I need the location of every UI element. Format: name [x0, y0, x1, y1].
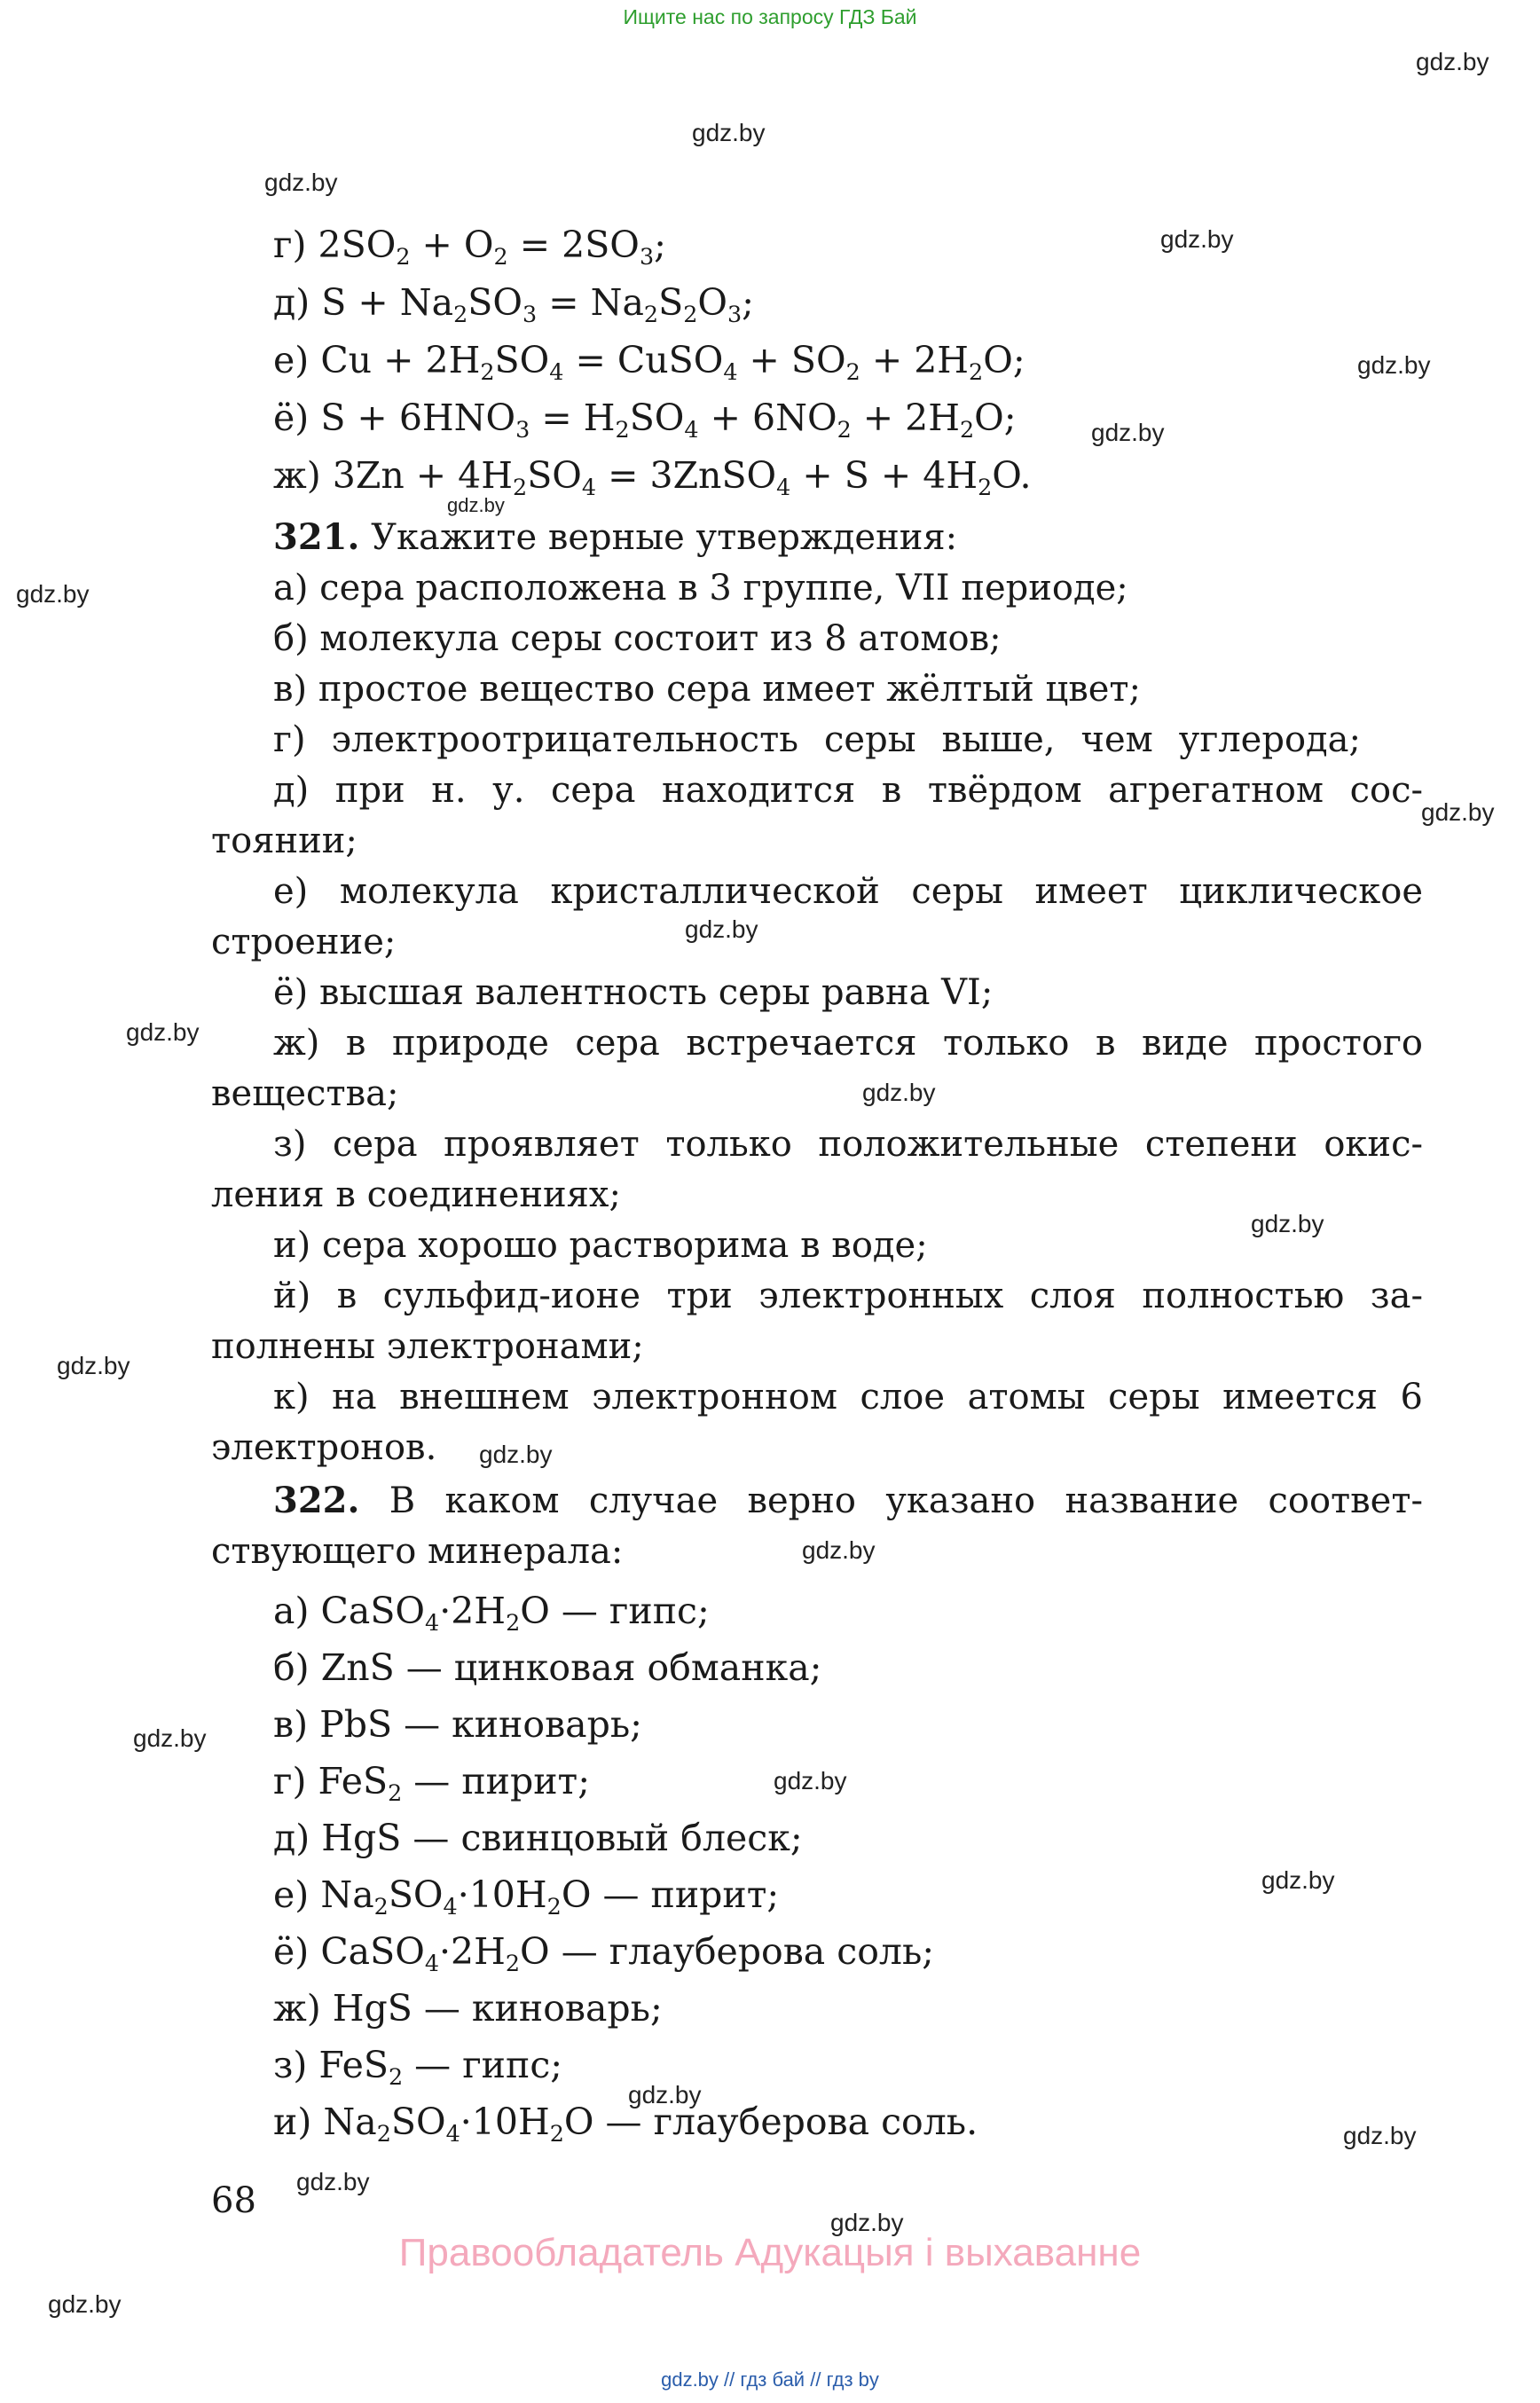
footer-links: [0, 2368, 1540, 2391]
watermark: gdz.by: [133, 1724, 207, 1752]
watermark: gdz.by: [1416, 48, 1489, 75]
task-321-heading: 321. Укажите верные утверждения:: [273, 516, 958, 558]
watermark: gdz.by: [1261, 1866, 1335, 1894]
statement-line: й) в сульфид-ионе три электронных слоя полностью за-: [273, 1276, 1423, 1316]
statement-line: полнены электронами;: [211, 1326, 644, 1367]
mineral-option: ё) $CaSO_4\cdot 2H_2O$ — глауберова соль;: [273, 1930, 935, 1977]
footer-link[interactable]: гдз бай: [740, 2368, 805, 2391]
statement-line: г) электроотрицательность серы выше, чем углерода;: [273, 719, 1361, 760]
watermark: gdz.by: [685, 915, 758, 943]
statement-line: к) на внешнем электронном слое атомы серы имеется 6: [273, 1377, 1423, 1417]
statement-line: тоянии;: [211, 821, 358, 861]
task-number: 321.: [273, 516, 360, 558]
watermark: gdz.by: [862, 1079, 936, 1106]
equation-line: е) $Cu + 2H_2SO_4$ = CuSO$_4$ + $SO_2 + 2H_2O$;: [273, 339, 1025, 386]
mineral-option: д) HgS — свинцовый блеск;: [273, 1817, 803, 1859]
footer-link[interactable]: gdz.by: [661, 2368, 719, 2391]
statement-line: и) сера хорошо растворима в воде;: [273, 1225, 928, 1266]
mineral-option: е) $Na_2SO_4\cdot 10H_2O$ — пирит;: [273, 1873, 780, 1920]
rights-holder: Правообладатель Адукацыя і выхаванне: [398, 2231, 1142, 2274]
task-322-heading: 322. В каком случае верно указано название соответ-: [273, 1480, 1423, 1521]
watermark: gdz.by: [692, 119, 766, 146]
footer-separator: //: [724, 2368, 735, 2391]
watermark: gdz.by: [296, 2168, 370, 2195]
equation-line: ж) $3Zn + 4H_2SO_4$ = 3ZnSO$_4$ + $S + 4H_2O$.: [273, 454, 1032, 501]
watermark: gdz.by: [1160, 225, 1234, 253]
footer-separator: //: [810, 2368, 821, 2391]
statement-line: ж) в природе сера встречается только в виде простого: [273, 1023, 1423, 1064]
statement-line: б) молекула серы состоит из 8 атомов;: [273, 618, 1002, 659]
statement-line: д) при н. у. сера находится в твёрдом агрегатном сос-: [273, 770, 1423, 811]
statement-line: з) сера проявляет только положительные степени окис-: [273, 1124, 1423, 1165]
watermark: gdz.by: [16, 580, 90, 608]
watermark: gdz.by: [1343, 2122, 1417, 2149]
task-number: 322.: [273, 1480, 360, 1521]
statement-line: ления в соединениях;: [211, 1174, 621, 1215]
watermark: gdz.by: [1357, 351, 1431, 379]
watermark: gdz.by: [447, 494, 505, 516]
watermark: gdz.by: [264, 169, 338, 196]
statement-line: строение;: [211, 922, 397, 962]
watermark: gdz.by: [479, 1441, 553, 1468]
watermark: gdz.by: [1251, 1210, 1324, 1237]
statement-line: вещества;: [211, 1073, 399, 1114]
page-number: 68: [211, 2180, 256, 2221]
statement-line: в) простое вещество сера имеет жёлтый цвет;: [273, 669, 1142, 710]
equation-line: ё) $S + 6HNO_3 = H_2SO_4 + 6NO_2 + 2H_2O$;: [273, 397, 1017, 444]
watermark: gdz.by: [1091, 419, 1165, 446]
mineral-option: з) FeS$_2$ — гипс;: [273, 2044, 563, 2091]
mineral-option: а) $CaSO_4\cdot 2H_2O$ — гипс;: [273, 1590, 710, 1637]
statement-line: электронов.: [211, 1427, 437, 1468]
watermark: gdz.by: [57, 1352, 130, 1379]
statement-line: е) молекула кристаллической серы имеет циклическое: [273, 871, 1423, 912]
mineral-option: и) $Na_2SO_4\cdot 10H_2O$ — глауберова соль.: [273, 2101, 978, 2148]
equation-line: д) $S + Na_2SO_3 = Na_2S_2O_3$;: [273, 281, 754, 328]
mineral-option: б) ZnS — цинковая обманка;: [273, 1646, 822, 1689]
task-322-heading-cont: ствующего минерала:: [211, 1531, 624, 1572]
statement-line: ё) высшая валентность серы равна VI;: [273, 972, 994, 1013]
search-hint-link[interactable]: Ищите нас по запросу ГДЗ Бай: [623, 5, 917, 28]
watermark: gdz.by: [802, 1536, 876, 1564]
watermark: gdz.by: [628, 2081, 702, 2109]
watermark: gdz.by: [48, 2290, 122, 2318]
mineral-option: ж) HgS — киноварь;: [273, 1987, 663, 2030]
equation-line: г) $2SO_2 + O_2 = 2SO_3$;: [273, 224, 666, 271]
footer-link[interactable]: гдз by: [826, 2368, 879, 2391]
statement-line: а) сера расположена в 3 группе, VII периоде;: [273, 568, 1128, 609]
watermark: gdz.by: [1421, 798, 1495, 826]
watermark: gdz.by: [774, 1767, 847, 1794]
watermark: gdz.by: [126, 1018, 200, 1046]
watermark: gdz.by: [830, 2209, 904, 2236]
mineral-option: в) PbS — киноварь;: [273, 1703, 642, 1746]
mineral-option: г) FeS$_2$ — пирит;: [273, 1760, 591, 1807]
